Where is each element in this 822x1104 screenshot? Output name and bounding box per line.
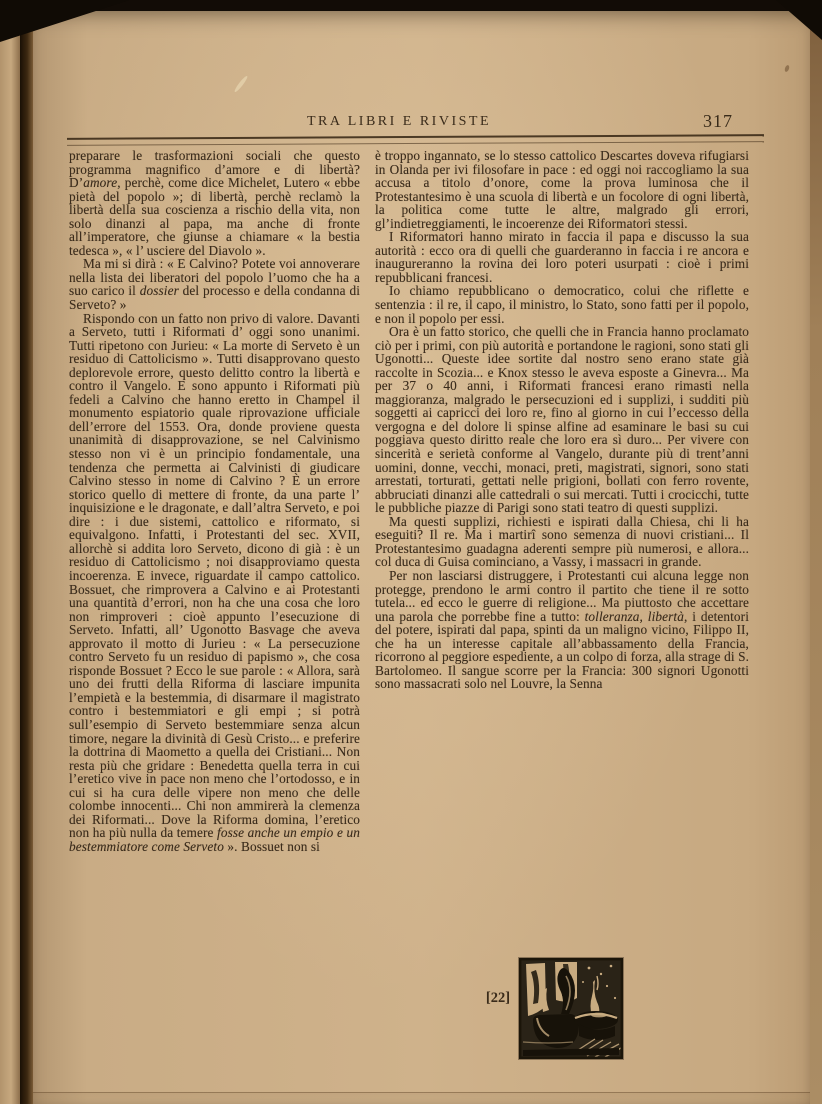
paragraph: preparare le trasformazioni sociali che questo programma magnifico d’amore e di libertà? D’amore, perchè, come dice Michelet, Lutero « ebbe pietà del popolo »; di libertà, perchè reclamò la libertà della sua coscienza a rischio della vita, non solo dinanzi al papa, ma anche di fronte all’imperatore, che giunse a chiamare « la bestia tedesca », « l’ usciere del Diavolo ». <box>69 149 360 258</box>
paragraph: Ora è un fatto storico, che quelli che in Francia hanno proclamato ciò per i primi, con più autorità e portandone le ragioni, sono stati gli Ugonotti... Queste idee sortite dal nostro seno erano state già raccolte in Scozia... e Knox stesso le aveva esposte a Ginevra... Ma per 37 o 40 anni, i Riformati francesi erano rimasti nella maggioranza, malgrado le persecuzioni ed i supplizi, i sudditi più soggetti ai capricci dei loro re, fino al giorno in cui l’eccesso della vergogna e del dolore li spinse alfine ad esaminare le basi su cui poggiava questo diritto reale che loro era sì duro... Per vivere con sincerità e serietà conforme al Vangelo, durante più di trent’anni uomini, donne, vecchi, monaci, preti, magistrati, signori, sono stati arrestati, torturati, gettati nelle prigioni, bollati con ferro rovente, abbruciati dinanzi alle cattedrali o sui mercati. Tutti i crocicchi, tutte le pubbliche piazze di Parigi sono stati teatro di questi supplizi. <box>375 324 749 516</box>
neighboring-page-edge <box>0 6 20 1104</box>
paragraph: I Riformatori hanno mirato in faccia il papa e discusso la sua autorità : ecco ora di quelli che guarderanno in faccia i re ancora e inaugureranno la rovina dei loro poteri usurpati : cioè i primi repubblicani francesi. <box>375 229 749 285</box>
binding-gutter-shadow <box>20 4 33 1104</box>
paragraph: Rispondo con un fatto non privo di valore. Davanti a Serveto, tutti i Riformati d’ oggi sono unanimi. Tutti ripetono con Jurieu: « La morte di Serveto è un residuo di Cattolicismo ». Tutti disapprovano questo deplorevole errore, questo delitto contro la libertà e contro il Vangelo. E sono appunto i Riformati più fedeli a Calvino che hanno eretto in Champel il monumento espiatorio quale riprovazione ufficiale dell’errore del 1553. Ora, donde proviene questa unanimità di disapprovazione, se nel Calvinismo stesso non vi è un principio fondamentale, una tendenza che permetta ai Calvinisti di giudicare Calvino stesso in nome di Calvino ? È un errore storico quello di mettere di fronte, da una parte l’ inquisizione e le dragonate, e dall’altra Serveto, e poi dire : i due sistemi, cattolico e riformato, si equivalgono. Infatti, i Protestanti del sec. XVII, allorchè si addita loro Serveto, dicono di già : è un residuo di Cattolicismo ; noi disapproviamo questa incoerenza. E invece, riguardate il campo cattolico. Bossuet, che rimprovera a Calvino e ai Protestanti una quantità d’errori, non ha che una cosa che loro non rimproveri : cioè appunto l’esecuzione di Serveto. Infatti, all’ Ugonotto Basvage che aveva approvato il motto di Jurieu : « La persecuzione contro Serveto fu un residuo di papismo », che cosa risponde Bossuet ? Ecco le sue parole : « Allora, sarà uno dei frutti della Riforma di lasciare impunita l’empietà e la bestemmia, di disarmare il magistrato contro i bestemmiatori e gli empi ; si potrà sull’esempio di Serveto bestemmiare senza alcun timore, negare la divinità di Gesù Cristo... e preferire la dottrina di Maometto a quella dei Cristiani... Non resta più che gridare : Benedetta quella terra in cui l’eretico vive in pace non meno che l’ortodosso, e in cui si ha cura delle vipere non meno che delle colombe innocenti... Chi non ammirerà la clemenza dei Riformati... Dove la Riforma domina, l’eretico non ha più nulla da temere fosse anche un empio e un bestemmiatore come Serveto ». Bossuet non si <box>69 310 360 854</box>
running-header-title: TRA LIBRI E RIVISTE <box>307 114 491 129</box>
two-column-text-block <box>69 149 749 951</box>
header-double-rule <box>67 134 764 146</box>
page-number: 317 <box>703 111 733 131</box>
book-page <box>33 10 810 1104</box>
woodcut-oil-lamp-illustration <box>519 958 623 1059</box>
paragraph: Per non lasciarsi distruggere, i Protestanti cui alcuna legge non protegge, prendono le armi contro il partito che tiene il re sotto tutela... ed ecco le guerre di religione... Ma piuttosto che accettare una parola che porrebbe fine a tutto: tolleranza, libertà, i detentori del potere, ispirati dal papa, spinti da un maligno vicino, Filippo II, che ha un interesse capitale all’abbassamento della Francia, ricorrono al peggiore espediente, a un colpo di forza, alla strage di S. Bartolomeo. Il sangue scorre per la Francia: 300 signori Ugonotti sono massacrati solo nel Louvre, la Senna <box>375 567 749 692</box>
page-right-edge <box>810 0 822 1104</box>
paper-speck-mark <box>784 65 790 73</box>
paragraph: Io chiamo repubblicano o democratico, colui che riflette e sentenzia : il re, il capo, il ministro, lo Stato, sono fatti per il popolo, e non il popolo per essi. <box>375 283 749 326</box>
paragraph: è troppo ingannato, se lo stesso cattolico Descartes doveva rifugiarsi in Olanda per ivi filosofare in pace : ed oggi noi raccogliamo la sua accusa a titolo d’onore, come la prova luminosa che il Protestantesimo è una scuola di libertà e un focolore di ogni libertà, la politica come tutte le altre, malgrado gli errori, gl’indietreggiamenti, le incoerenze dei Riformatori stessi. <box>375 149 749 231</box>
left-text-column <box>69 149 360 951</box>
page-bottom-edge <box>33 1092 810 1103</box>
figure-number-label: [22] <box>485 990 511 1006</box>
paragraph: Ma questi supplizi, richiesti e ispirati dalla Chiesa, chi li ha eseguiti? Il re. Ma i martirî sono semenza di nuovi cristiani... Il Protestantesimo guadagna aderenti sempre più numerosi, e allora... col duca di Guisa cominciano, a Vassy, i massacri in grande. <box>375 513 749 570</box>
paper-fiber-mark <box>233 75 248 93</box>
right-text-column <box>375 149 749 951</box>
paragraph: Ma mi si dirà : « E Calvino? Potete voi annoverare nella lista dei liberatori del popolo l’uomo che ha a suo carico il dossier del processo e della condanna di Serveto? » <box>69 256 360 313</box>
